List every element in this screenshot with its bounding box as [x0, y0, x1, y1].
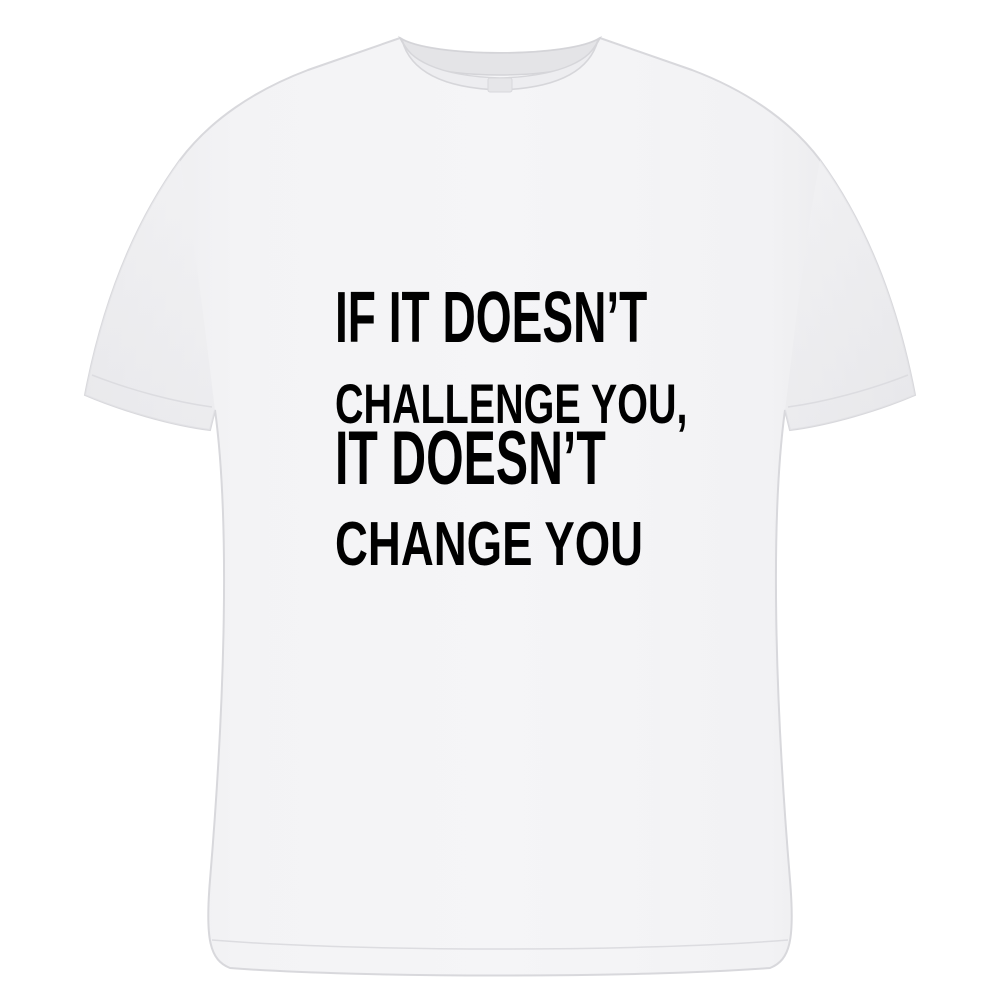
print-line-1: IF IT DOESN’T: [335, 278, 648, 358]
print-line-3: IT DOESN’T: [335, 416, 606, 501]
print-line-2: CHALLENGE YOU,: [335, 372, 688, 435]
neck-label: [488, 78, 512, 92]
tshirt-body: [85, 38, 915, 976]
print-line-4: CHANGE YOU: [335, 510, 644, 579]
